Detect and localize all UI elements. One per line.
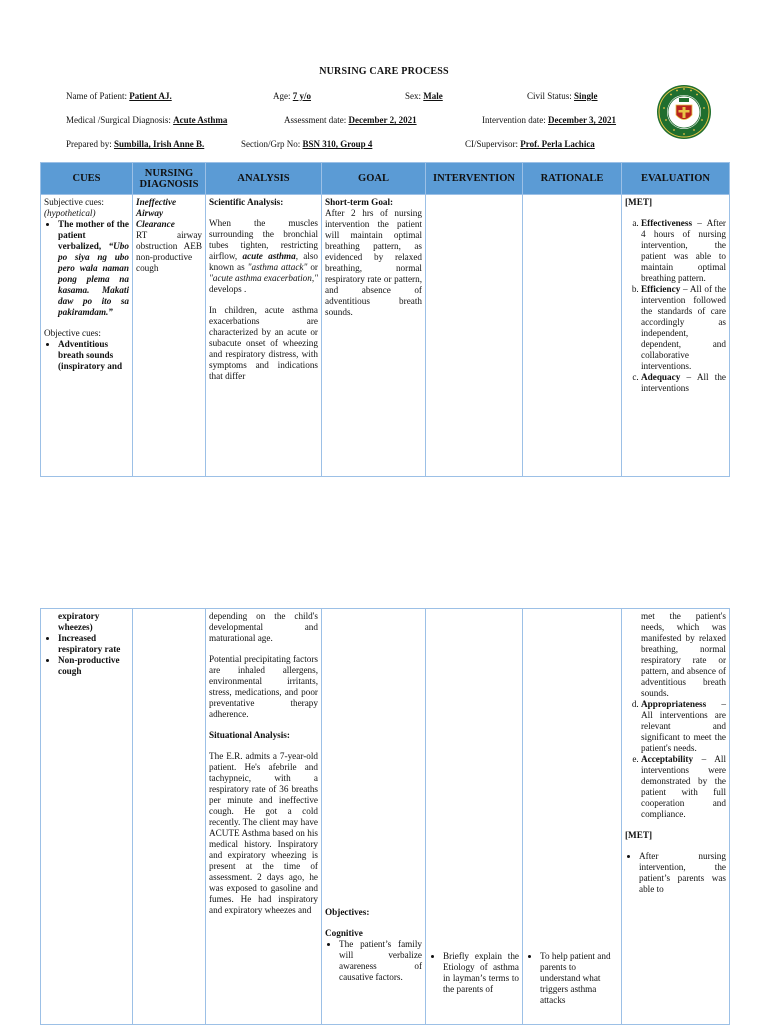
goal-cell (322, 609, 426, 1025)
objective-item: • The patient’s family will verbalize awareness of causative factors. (339, 939, 422, 983)
nursing-diagnosis-cell (133, 609, 206, 1025)
hypothetical-label: (hypothetical) (44, 208, 96, 218)
scientific-analysis-heading: Scientific Analysis: (209, 197, 284, 207)
met-label: [MET] (625, 197, 653, 207)
patient-name-field: Name of Patient: Patient AJ. (66, 91, 172, 101)
evaluation-cell (622, 609, 730, 1025)
header-analysis: ANALYSIS (206, 163, 322, 195)
analysis-paragraph: The E.R. admits a 7-year-old patient. He's afebrile and tachypneic, with a respiratory rate of 36 breaths per minute and ineffective cough. He got a cold recently. The client may have ACUTE Asthma based on his medical history. Inspiratory and expiratory wheezing is present at the time of assessment. 2 days ago, he was exposed to gasoline and fumes. He had inspiratory and expiratory wheezes and (209, 751, 318, 915)
evaluation-cell (622, 195, 730, 477)
assessment-date-field: Assessment date: December 2, 2021 (284, 115, 417, 125)
nursing-diagnosis-cell (133, 195, 206, 477)
rationale-cell (523, 195, 622, 477)
objective-cues-label: Objective cues: (44, 328, 101, 338)
met-label: [MET] (625, 830, 653, 840)
header-rationale: RATIONALE (523, 163, 622, 195)
intervention-cell (426, 195, 523, 477)
header-cues: CUES (41, 163, 133, 195)
analysis-cell (206, 195, 322, 477)
situational-analysis-heading: Situational Analysis: (209, 730, 290, 740)
cue-continuation: expiratory wheezes) (58, 611, 100, 632)
university-seal-logo (656, 84, 712, 140)
ci-supervisor-field: CI/Supervisor: Prof. Perla Lachica (465, 139, 595, 149)
intervention-date-field: Intervention date: December 3, 2021 (482, 115, 617, 125)
header-nursing-diagnosis: NURSING DIAGNOSIS (133, 163, 206, 195)
analysis-cell (206, 609, 322, 1025)
diagnosis-title: Ineffective Airway Clearance (136, 197, 177, 229)
intervention-cell (426, 609, 523, 1025)
subjective-cues-label: Subjective cues: (44, 197, 104, 207)
rationale-cell (523, 609, 622, 1025)
cognitive-heading: Cognitive (325, 928, 363, 938)
evaluation-bullet: • After nursing intervention, the patient’s parents was able to (639, 851, 726, 895)
age-field: Age: 7 y/o (273, 91, 312, 101)
evaluation-item: a. Effectiveness – After 4 hours of nursing intervention, the patient was able to maintain optimal breathing pattern. (641, 218, 726, 284)
care-plan-table-page2 (40, 608, 730, 1025)
evaluation-item: d. Appropriateness – All interventions are relevant and significant to meet the patient's needs. (641, 699, 726, 754)
analysis-paragraph: When the muscles surrounding the bronchial tubes tighten, restricting airflow, acute asthma, also known as "asthma attack" or "acute asthma exacerbation," develops . (209, 218, 319, 294)
evaluation-item: e. Acceptability – All interventions were demonstrated by the patient with full cooperation and compliance. (641, 754, 726, 820)
prepared-by-field: Prepared by: Sumbilla, Irish Anne B. (66, 139, 205, 149)
subjective-cue-item: • The mother of the patient verbalized, “Ubo po siya ng ubo pero wala naman pong plema na kasama. Makati daw po ito sa pakiramdam.” (58, 219, 129, 318)
rationale-item: • To help patient and parents to understand what triggers asthma attacks (540, 951, 618, 1006)
goal-cell (322, 195, 426, 477)
section-field: Section/Grp No: BSN 310, Group 4 (241, 139, 373, 149)
analysis-paragraph: Potential precipitating factors are inhaled allergens, environmental irritants, stress, medications, and poor preventative therapy adherence. (209, 654, 318, 719)
objective-cue-item: • Increased respiratory rate (58, 633, 129, 655)
objective-cue-item: • Adventitious breath sounds (inspiratory and (58, 339, 129, 372)
sex-field: Sex: Male (405, 91, 443, 101)
cues-cell (41, 195, 133, 477)
civil-status-field: Civil Status: Single (527, 91, 598, 101)
objectives-heading: Objectives: (325, 907, 370, 917)
diagnosis-related-to: RT airway obstruction AEB non-productive cough (136, 230, 202, 273)
intervention-item: • Briefly explain the Etiology of asthma in layman’s terms to the parents of (443, 951, 519, 995)
header-evaluation: EVALUATION (622, 163, 730, 195)
page-title: NURSING CARE PROCESS (319, 66, 449, 77)
evaluation-continuation: met the patient's needs, which was manifested by relaxed breathing, normal respiratory rate or pattern, and absence of adventitious breath sounds. (641, 611, 726, 698)
cues-cell (41, 609, 133, 1025)
analysis-paragraph: depending on the child's developmental and maturational age. (209, 611, 318, 643)
goal-text: After 2 hrs of nursing intervention the patient will maintain optimal breathing pattern, as evidenced by relaxed breathing, normal respiratory rate or pattern, and absence of adventitious breath sounds. (325, 208, 422, 317)
short-term-goal-heading: Short-term Goal: (325, 197, 394, 207)
analysis-paragraph: In children, acute asthma exacerbations are characterized by an acute or subacute onset of wheezing and respiratory distress, with symptoms and indications that differ (209, 305, 318, 381)
header-intervention: INTERVENTION (426, 163, 523, 195)
objective-cue-item: • Non-productive cough (58, 655, 129, 677)
evaluation-item: b. Efficiency – All of the intervention followed the standards of care accordingly as independent, dependent, and collaborative interventions. (641, 284, 726, 372)
diagnosis-field: Medical /Surgical Diagnosis: Acute Asthma (66, 115, 228, 125)
care-plan-table-page1 (40, 162, 730, 477)
evaluation-item: c. Adequacy – All the interventions (641, 372, 726, 394)
header-goal: GOAL (322, 163, 426, 195)
